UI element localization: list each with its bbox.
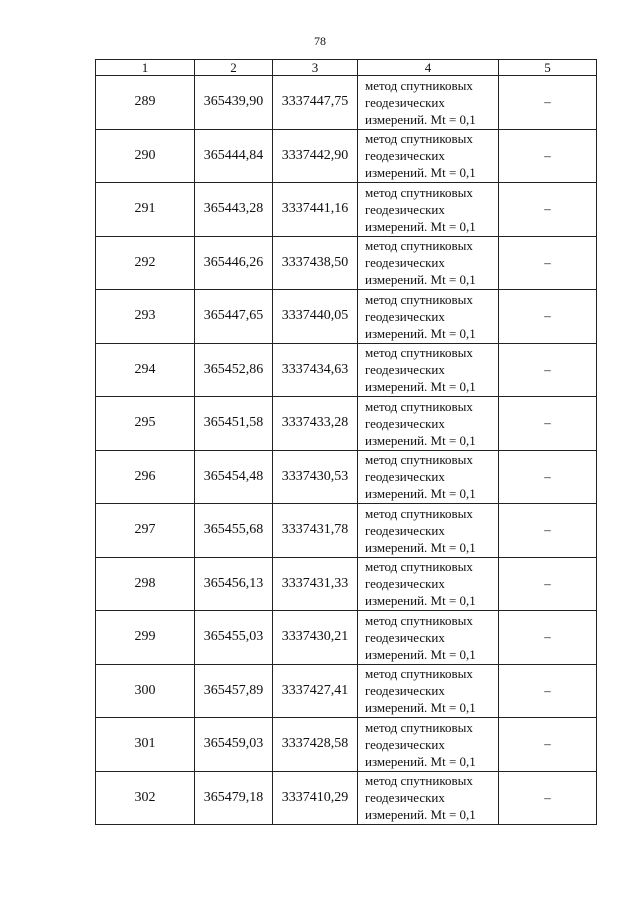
- y-coordinate-cell: 3337427,41: [273, 664, 358, 718]
- method-line: измерений. Mt = 0,1: [365, 646, 476, 662]
- x-coordinate-cell: 365443,28: [195, 183, 273, 237]
- method-cell: [358, 664, 499, 718]
- note-cell: –: [499, 557, 597, 611]
- method-line: геодезических: [365, 522, 445, 538]
- y-coordinate-cell: 3337442,90: [273, 129, 358, 183]
- table-row: [96, 343, 597, 397]
- y-coordinate-cell: 3337431,78: [273, 504, 358, 558]
- method-line: измерений. Mt = 0,1: [365, 700, 476, 716]
- note-cell: –: [499, 771, 597, 825]
- point-number-cell: 302: [96, 771, 195, 825]
- method-line: метод спутниковых: [365, 77, 473, 93]
- page-number: 78: [314, 34, 326, 48]
- table-row: [96, 129, 597, 183]
- method-cell: [358, 290, 499, 344]
- y-coordinate-cell: 3337434,63: [273, 343, 358, 397]
- note-cell: –: [499, 611, 597, 665]
- table-row: [96, 504, 597, 558]
- method-line: метод спутниковых: [365, 345, 473, 361]
- method-line: геодезических: [365, 308, 445, 324]
- note-cell: –: [499, 76, 597, 130]
- coordinates-table: [95, 59, 597, 825]
- x-coordinate-cell: 365451,58: [195, 397, 273, 451]
- method-line: метод спутниковых: [365, 184, 473, 200]
- method-cell: [358, 236, 499, 290]
- method-line: метод спутниковых: [365, 238, 473, 254]
- method-line: измерений. Mt = 0,1: [365, 432, 476, 448]
- table-row: [96, 771, 597, 825]
- table-row: [96, 611, 597, 665]
- point-number-cell: 296: [96, 450, 195, 504]
- method-cell: [358, 718, 499, 772]
- x-coordinate-cell: 365446,26: [195, 236, 273, 290]
- point-number-cell: 298: [96, 557, 195, 611]
- y-coordinate-cell: 3337441,16: [273, 183, 358, 237]
- table-header-row: [96, 60, 597, 76]
- method-line: измерений. Mt = 0,1: [365, 325, 476, 341]
- method-cell: [358, 343, 499, 397]
- method-line: измерений. Mt = 0,1: [365, 379, 476, 395]
- method-line: геодезических: [365, 736, 445, 752]
- method-line: геодезических: [365, 201, 445, 217]
- note-cell: –: [499, 290, 597, 344]
- y-coordinate-cell: 3337447,75: [273, 76, 358, 130]
- method-line: метод спутниковых: [365, 666, 473, 682]
- y-coordinate-cell: 3337433,28: [273, 397, 358, 451]
- point-number-cell: 291: [96, 183, 195, 237]
- column-header: 2: [195, 60, 273, 76]
- method-line: геодезических: [365, 683, 445, 699]
- method-line: метод спутниковых: [365, 612, 473, 628]
- point-number-cell: 294: [96, 343, 195, 397]
- method-line: геодезических: [365, 469, 445, 485]
- note-cell: –: [499, 343, 597, 397]
- table-row: [96, 76, 597, 130]
- method-line: метод спутниковых: [365, 505, 473, 521]
- method-line: измерений. Mt = 0,1: [365, 218, 476, 234]
- point-number-cell: 299: [96, 611, 195, 665]
- table-row: [96, 183, 597, 237]
- note-cell: –: [499, 397, 597, 451]
- table-row: [96, 557, 597, 611]
- y-coordinate-cell: 3337440,05: [273, 290, 358, 344]
- point-number-cell: 297: [96, 504, 195, 558]
- method-line: измерений. Mt = 0,1: [365, 165, 476, 181]
- note-cell: –: [499, 236, 597, 290]
- method-cell: [358, 397, 499, 451]
- note-cell: –: [499, 664, 597, 718]
- method-line: измерений. Mt = 0,1: [365, 593, 476, 609]
- y-coordinate-cell: 3337430,53: [273, 450, 358, 504]
- x-coordinate-cell: 365454,48: [195, 450, 273, 504]
- table-row: [96, 290, 597, 344]
- method-line: метод спутниковых: [365, 452, 473, 468]
- y-coordinate-cell: 3337431,33: [273, 557, 358, 611]
- method-cell: [358, 611, 499, 665]
- table-row: [96, 664, 597, 718]
- point-number-cell: 300: [96, 664, 195, 718]
- method-line: метод спутниковых: [365, 559, 473, 575]
- x-coordinate-cell: 365456,13: [195, 557, 273, 611]
- method-cell: [358, 183, 499, 237]
- table-row: [96, 397, 597, 451]
- x-coordinate-cell: 365439,90: [195, 76, 273, 130]
- note-cell: –: [499, 129, 597, 183]
- method-cell: [358, 771, 499, 825]
- method-line: геодезических: [365, 148, 445, 164]
- table-row: [96, 450, 597, 504]
- x-coordinate-cell: 365455,03: [195, 611, 273, 665]
- column-header: 1: [96, 60, 195, 76]
- method-cell: [358, 557, 499, 611]
- method-line: геодезических: [365, 576, 445, 592]
- column-header: 4: [358, 60, 499, 76]
- method-cell: [358, 76, 499, 130]
- method-line: метод спутниковых: [365, 398, 473, 414]
- method-line: измерений. Mt = 0,1: [365, 272, 476, 288]
- method-line: геодезических: [365, 629, 445, 645]
- point-number-cell: 290: [96, 129, 195, 183]
- method-cell: [358, 450, 499, 504]
- point-number-cell: 295: [96, 397, 195, 451]
- x-coordinate-cell: 365444,84: [195, 129, 273, 183]
- y-coordinate-cell: 3337428,58: [273, 718, 358, 772]
- method-line: измерений. Mt = 0,1: [365, 486, 476, 502]
- note-cell: –: [499, 183, 597, 237]
- method-line: геодезических: [365, 255, 445, 271]
- method-line: геодезических: [365, 415, 445, 431]
- method-line: метод спутниковых: [365, 291, 473, 307]
- method-line: метод спутниковых: [365, 131, 473, 147]
- point-number-cell: 293: [96, 290, 195, 344]
- x-coordinate-cell: 365459,03: [195, 718, 273, 772]
- x-coordinate-cell: 365457,89: [195, 664, 273, 718]
- method-cell: [358, 504, 499, 558]
- method-line: измерений. Mt = 0,1: [365, 807, 476, 823]
- x-coordinate-cell: 365447,65: [195, 290, 273, 344]
- method-line: метод спутниковых: [365, 719, 473, 735]
- point-number-cell: 301: [96, 718, 195, 772]
- method-line: измерений. Mt = 0,1: [365, 539, 476, 555]
- point-number-cell: 289: [96, 76, 195, 130]
- table-row: [96, 718, 597, 772]
- x-coordinate-cell: 365479,18: [195, 771, 273, 825]
- x-coordinate-cell: 365455,68: [195, 504, 273, 558]
- table-row: [96, 236, 597, 290]
- y-coordinate-cell: 3337410,29: [273, 771, 358, 825]
- method-line: геодезических: [365, 94, 445, 110]
- y-coordinate-cell: 3337438,50: [273, 236, 358, 290]
- method-line: измерений. Mt = 0,1: [365, 111, 476, 127]
- method-line: измерений. Mt = 0,1: [365, 753, 476, 769]
- x-coordinate-cell: 365452,86: [195, 343, 273, 397]
- note-cell: –: [499, 718, 597, 772]
- point-number-cell: 292: [96, 236, 195, 290]
- y-coordinate-cell: 3337430,21: [273, 611, 358, 665]
- method-cell: [358, 129, 499, 183]
- column-header: 3: [273, 60, 358, 76]
- method-line: метод спутниковых: [365, 773, 473, 789]
- method-line: геодезических: [365, 362, 445, 378]
- note-cell: –: [499, 504, 597, 558]
- method-line: геодезических: [365, 790, 445, 806]
- note-cell: –: [499, 450, 597, 504]
- column-header: 5: [499, 60, 597, 76]
